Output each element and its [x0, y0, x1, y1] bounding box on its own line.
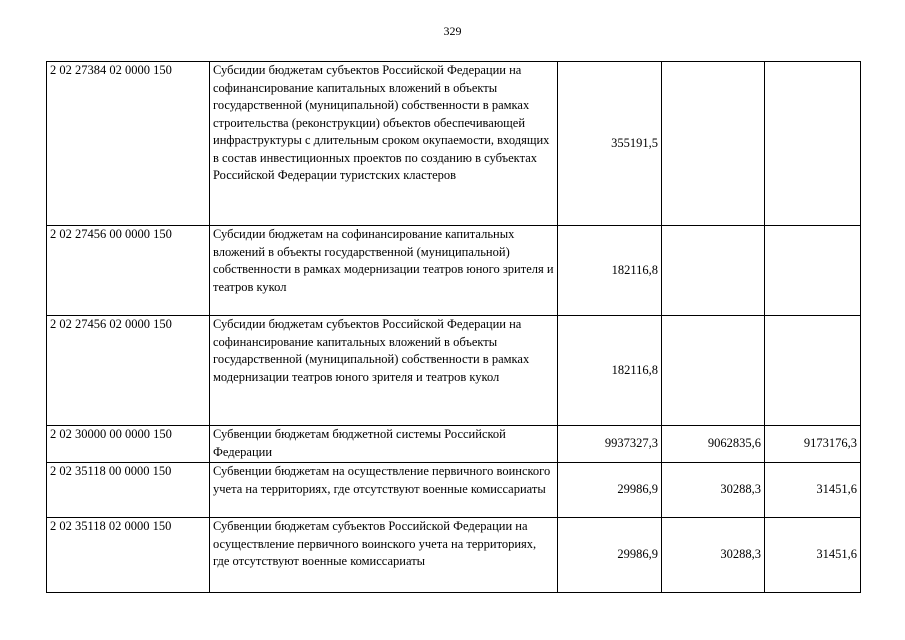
amount-year1-cell: 355191,5 — [558, 62, 662, 226]
amount-year1-cell: 29986,9 — [558, 518, 662, 593]
budget-revenue-table — [46, 61, 861, 593]
amount-year1-cell: 182116,8 — [558, 316, 662, 426]
revenue-name-cell: Субвенции бюджетам субъектов Российской Федерации на осуществление первичного воинского учета на территориях, где отсутствуют военные комиссариаты — [210, 518, 558, 593]
amount-year2-cell — [662, 316, 765, 426]
amount-year2-cell: 30288,3 — [662, 463, 765, 518]
budget-code-cell: 2 02 27456 00 0000 150 — [47, 226, 210, 316]
amount-year3-cell: 9173176,3 — [765, 426, 861, 463]
amount-year3-cell — [765, 316, 861, 426]
table-row — [47, 226, 861, 316]
amount-year2-cell: 9062835,6 — [662, 426, 765, 463]
revenue-name-cell: Субсидии бюджетам на софинансирование капитальных вложений в объекты государственной (муниципальной) собственности в рамках модернизации театров юного зрителя и театров кукол — [210, 226, 558, 316]
budget-code-cell: 2 02 27384 02 0000 150 — [47, 62, 210, 226]
amount-year3-cell: 31451,6 — [765, 463, 861, 518]
table-row — [47, 463, 861, 518]
amount-year3-cell — [765, 62, 861, 226]
table-row — [47, 426, 861, 463]
table-row — [47, 316, 861, 426]
revenue-name-cell: Субсидии бюджетам субъектов Российской Федерации на софинансирование капитальных вложений в объекты государственной (муниципальной) собственности в рамках строительства (реконструкции) объектов обеспечивающей инфраструктуры с длительным сроком окупаемости, входящих в состав инвестиционных проектов по созданию в субъектах Российской Федерации туристских кластеров — [210, 62, 558, 226]
table-row — [47, 62, 861, 226]
amount-year1-cell: 182116,8 — [558, 226, 662, 316]
budget-code-cell: 2 02 30000 00 0000 150 — [47, 426, 210, 463]
revenue-name-cell: Субсидии бюджетам субъектов Российской Федерации на софинансирование капитальных вложений в объекты государственной (муниципальной) собственности в рамках модернизации театров юного зрителя и театров кукол — [210, 316, 558, 426]
amount-year1-cell: 29986,9 — [558, 463, 662, 518]
amount-year1-cell: 9937327,3 — [558, 426, 662, 463]
amount-year2-cell — [662, 62, 765, 226]
page-number: 329 — [443, 24, 462, 38]
revenue-name-cell: Субвенции бюджетам бюджетной системы Российской Федерации — [210, 426, 558, 463]
budget-code-cell: 2 02 27456 02 0000 150 — [47, 316, 210, 426]
budget-code-cell: 2 02 35118 00 0000 150 — [47, 463, 210, 518]
amount-year3-cell: 31451,6 — [765, 518, 861, 593]
revenue-name-cell: Субвенции бюджетам на осуществление первичного воинского учета на территориях, где отсутствуют военные комиссариаты — [210, 463, 558, 518]
amount-year3-cell — [765, 226, 861, 316]
budget-code-cell: 2 02 35118 02 0000 150 — [47, 518, 210, 593]
amount-year2-cell: 30288,3 — [662, 518, 765, 593]
amount-year2-cell — [662, 226, 765, 316]
table-row — [47, 518, 861, 593]
